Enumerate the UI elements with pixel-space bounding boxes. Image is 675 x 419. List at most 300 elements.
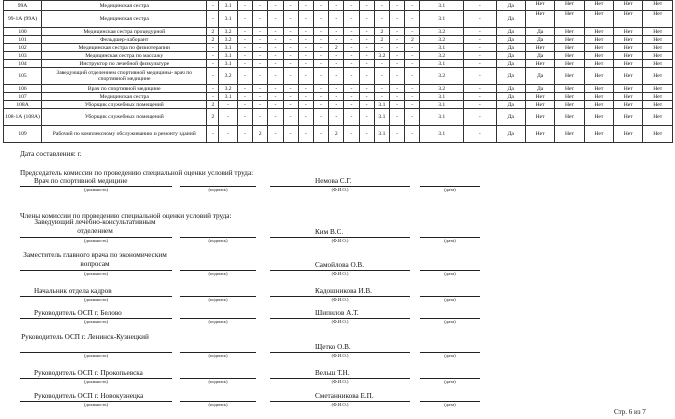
- signature-caption: (подпись): [208, 187, 228, 192]
- table-cell: Нет: [584, 85, 613, 93]
- fio-caption: (Ф.И.О.): [331, 271, 349, 276]
- table-cell: -: [344, 44, 359, 52]
- table-cell: Нет: [614, 60, 643, 68]
- table-cell: 2: [207, 101, 219, 109]
- table-cell: -: [374, 11, 389, 28]
- table-cell: 2: [329, 126, 344, 143]
- member-name: Щетко О.В.: [315, 343, 351, 351]
- table-cell: -: [283, 68, 298, 85]
- position-caption: (должность): [83, 297, 109, 302]
- table-cell: -: [268, 36, 283, 44]
- member-name: Кадошникова И.В.: [315, 287, 372, 295]
- table-cell: 3.2: [219, 36, 237, 44]
- table-cell: -: [344, 28, 359, 36]
- table-cell: -: [329, 101, 344, 109]
- table-cell: -: [344, 52, 359, 60]
- table-cell: Нет: [643, 60, 673, 68]
- table-cell: -: [405, 1, 420, 11]
- table-cell: 3.1: [219, 60, 237, 68]
- table-cell: -: [207, 1, 219, 11]
- table-cell: -: [268, 1, 283, 11]
- table-cell: -: [237, 126, 252, 143]
- table-cell: 2: [207, 36, 219, 44]
- table-cell: -: [374, 85, 389, 93]
- table-cell: 3.1: [374, 126, 389, 143]
- table-cell: Да: [496, 60, 525, 68]
- table-cell: -: [344, 93, 359, 101]
- table-cell: -: [298, 60, 313, 68]
- table-cell: Нет: [643, 93, 673, 101]
- table-cell: -: [313, 126, 328, 143]
- position-text: Заведующий лечебно-консультативным отделением: [34, 218, 156, 235]
- table-cell: -: [390, 44, 405, 52]
- table-cell: -: [390, 11, 405, 28]
- table-row: [4, 1, 673, 11]
- table-cell: 3.1: [420, 93, 464, 101]
- table-cell: -: [463, 60, 496, 68]
- table-cell: Да: [525, 28, 554, 36]
- table-cell: Нет: [525, 101, 554, 109]
- table-cell: -: [329, 68, 344, 85]
- table-cell: -: [283, 28, 298, 36]
- table-cell: Нет: [584, 101, 613, 109]
- date-caption: (дата): [444, 379, 456, 384]
- chairman-title: Председатель комиссии по проведению специальной оценки условий труда:: [20, 169, 254, 177]
- table-cell: -: [344, 36, 359, 44]
- table-cell: -: [405, 93, 420, 101]
- table-cell: -: [390, 85, 405, 93]
- signature-caption: (подпись): [208, 353, 228, 358]
- row-number-cell: 108А: [4, 101, 42, 109]
- member-name: Немова С.Г.: [315, 177, 352, 185]
- table-cell: -: [359, 85, 374, 93]
- date-value: г.: [77, 150, 82, 158]
- table-cell: -: [283, 60, 298, 68]
- table-cell: -: [374, 68, 389, 85]
- table-cell: 3.1: [420, 109, 464, 126]
- table-cell: -: [359, 109, 374, 126]
- table-cell: -: [359, 28, 374, 36]
- date-caption: (дата): [444, 319, 456, 324]
- row-number-cell: 106: [4, 85, 42, 93]
- table-cell: 3.2: [420, 36, 464, 44]
- table-cell: -: [329, 85, 344, 93]
- table-cell: Нет: [614, 36, 643, 44]
- table-row: [4, 101, 673, 109]
- table-cell: -: [344, 109, 359, 126]
- table-cell: Нет: [555, 36, 584, 44]
- table-cell: Нет: [525, 93, 554, 101]
- position-name-cell: Рабочий по комплексному обслуживанию и ремонту зданий: [42, 126, 207, 143]
- table-cell: -: [374, 1, 389, 11]
- table-cell: -: [405, 44, 420, 52]
- table-cell: Да: [525, 36, 554, 44]
- position-name-cell: Медицинская сестра процедурной: [42, 28, 207, 36]
- row-number-cell: 108-1А (108А): [4, 109, 42, 126]
- table-cell: Нет: [555, 109, 584, 126]
- table-cell: -: [219, 126, 237, 143]
- table-cell: Нет: [525, 44, 554, 52]
- table-cell: Нет: [584, 36, 613, 44]
- table-cell: -: [463, 109, 496, 126]
- table-cell: -: [237, 109, 252, 126]
- row-number-cell: 99-1А (99А): [4, 11, 42, 28]
- table-cell: Нет: [525, 109, 554, 126]
- table-cell: -: [253, 85, 268, 93]
- table-cell: Нет: [614, 126, 643, 143]
- table-cell: -: [313, 36, 328, 44]
- table-cell: -: [405, 85, 420, 93]
- table-cell: -: [237, 52, 252, 60]
- table-cell: -: [298, 11, 313, 28]
- table-cell: Нет: [525, 126, 554, 143]
- member-name: Вельш Т.Н.: [315, 369, 350, 377]
- member-name: Шипилов А.Т.: [315, 309, 359, 317]
- table-cell: -: [283, 109, 298, 126]
- table-cell: Нет: [584, 126, 613, 143]
- table-cell: 3.1: [420, 126, 464, 143]
- table-cell: Да: [496, 85, 525, 93]
- table-cell: Нет: [584, 68, 613, 85]
- table-cell: -: [298, 1, 313, 11]
- date-caption: (дата): [444, 187, 456, 192]
- table-cell: Нет: [584, 52, 613, 60]
- table-cell: -: [237, 60, 252, 68]
- table-cell: Нет: [614, 93, 643, 101]
- table-cell: Нет: [525, 11, 554, 28]
- table-cell: -: [268, 28, 283, 36]
- table-cell: Нет: [643, 68, 673, 85]
- table-cell: Да: [496, 93, 525, 101]
- table-cell: -: [405, 109, 420, 126]
- table-cell: Нет: [614, 1, 643, 11]
- table-cell: -: [237, 11, 252, 28]
- table-cell: -: [298, 68, 313, 85]
- table-cell: -: [359, 52, 374, 60]
- table-row: [4, 109, 673, 126]
- table-row: [4, 126, 673, 143]
- position-text: Заместитель главного врача по экономическим вопросам: [23, 251, 167, 268]
- date-caption: (дата): [444, 353, 456, 358]
- position-text: Руководитель ОСП г. Белово: [34, 309, 122, 317]
- table-row: [4, 85, 673, 93]
- table-cell: -: [313, 52, 328, 60]
- position-name-cell: Медицинская сестра по физиотерапии: [42, 44, 207, 52]
- position-name-cell: Уборщик служебных помещений: [42, 101, 207, 109]
- row-number-cell: 99А: [4, 1, 42, 11]
- table-cell: 3.1: [420, 11, 464, 28]
- table-cell: -: [405, 60, 420, 68]
- table-cell: Нет: [555, 101, 584, 109]
- table-row: [4, 44, 673, 52]
- table-cell: Да: [496, 44, 525, 52]
- table-row: [4, 93, 673, 101]
- table-cell: Нет: [614, 11, 643, 28]
- table-cell: -: [253, 93, 268, 101]
- table-cell: Нет: [614, 85, 643, 93]
- table-cell: Да: [496, 126, 525, 143]
- table-cell: -: [207, 85, 219, 93]
- table-cell: -: [405, 68, 420, 85]
- table-cell: -: [283, 11, 298, 28]
- table-cell: 2: [405, 36, 420, 44]
- table-row: [4, 60, 673, 68]
- table-cell: Нет: [555, 60, 584, 68]
- table-cell: Да: [496, 28, 525, 36]
- table-cell: Да: [496, 101, 525, 109]
- fio-caption: (Ф.И.О.): [331, 319, 349, 324]
- position-name-cell: Уборщик служебных помещений: [42, 109, 207, 126]
- table-cell: Нет: [643, 85, 673, 93]
- table-cell: -: [313, 101, 328, 109]
- table-cell: Нет: [643, 1, 673, 11]
- table-cell: -: [463, 126, 496, 143]
- table-cell: -: [390, 93, 405, 101]
- position-text: Руководитель ОСП г. Прокопьевска: [34, 369, 143, 377]
- table-cell: 3.1: [219, 44, 237, 52]
- table-cell: -: [268, 101, 283, 109]
- table-cell: -: [268, 85, 283, 93]
- table-cell: 2: [207, 109, 219, 126]
- table-cell: -: [374, 44, 389, 52]
- date-caption: (дата): [444, 402, 456, 407]
- table-cell: -: [237, 44, 252, 52]
- table-cell: Нет: [643, 44, 673, 52]
- position-caption: (должность): [83, 353, 109, 358]
- row-number-cell: 100: [4, 28, 42, 36]
- table-cell: Нет: [555, 52, 584, 60]
- table-cell: -: [390, 101, 405, 109]
- table-cell: Нет: [584, 44, 613, 52]
- table-cell: Нет: [643, 36, 673, 44]
- table-cell: -: [463, 68, 496, 85]
- table-cell: -: [207, 68, 219, 85]
- table-cell: Нет: [584, 11, 613, 28]
- table-cell: -: [283, 1, 298, 11]
- table-cell: 3.1: [420, 44, 464, 52]
- assessment-table: [3, 0, 673, 143]
- table-cell: 3.1: [219, 1, 237, 11]
- row-number-cell: 104: [4, 60, 42, 68]
- table-cell: Нет: [584, 28, 613, 36]
- table-cell: -: [405, 52, 420, 60]
- table-cell: Да: [525, 68, 554, 85]
- table-cell: -: [268, 126, 283, 143]
- position-name-cell: Заведующий отделением спортивной медицины- врач по спортивной медицине: [42, 68, 207, 85]
- position-caption: (должность): [83, 379, 109, 384]
- table-cell: -: [374, 93, 389, 101]
- table-cell: -: [268, 60, 283, 68]
- table-cell: Да: [496, 36, 525, 44]
- date-caption: (дата): [444, 271, 456, 276]
- table-cell: 3.2: [420, 68, 464, 85]
- position-name-cell: Врач по спортивной медицине: [42, 85, 207, 93]
- position-name-cell: Инструктор по лечебной физкультуре: [42, 60, 207, 68]
- table-cell: -: [313, 109, 328, 126]
- table-cell: -: [298, 101, 313, 109]
- table-cell: -: [329, 36, 344, 44]
- table-cell: 3.2: [420, 52, 464, 60]
- table-cell: -: [298, 109, 313, 126]
- position-caption: (должность): [83, 271, 109, 276]
- signature-caption: (подпись): [208, 402, 228, 407]
- table-cell: -: [253, 68, 268, 85]
- table-cell: -: [237, 36, 252, 44]
- table-cell: 3.2: [420, 85, 464, 93]
- signature-caption: (подпись): [208, 271, 228, 276]
- table-cell: -: [329, 11, 344, 28]
- table-cell: -: [207, 60, 219, 68]
- table-cell: Нет: [525, 1, 554, 11]
- position-caption: (должность): [83, 402, 109, 407]
- table-cell: -: [359, 11, 374, 28]
- table-cell: -: [313, 28, 328, 36]
- date-caption: (дата): [444, 238, 456, 243]
- fio-caption: (Ф.И.О.): [331, 402, 349, 407]
- table-cell: -: [463, 28, 496, 36]
- table-cell: Нет: [584, 109, 613, 126]
- table-cell: -: [283, 44, 298, 52]
- table-cell: Нет: [555, 85, 584, 93]
- table-cell: -: [344, 68, 359, 85]
- table-cell: -: [344, 60, 359, 68]
- position-name-cell: Медицинская сестра: [42, 11, 207, 28]
- fio-caption: (Ф.И.О.): [331, 238, 349, 243]
- row-number-cell: 105: [4, 68, 42, 85]
- fio-caption: (Ф.И.О.): [331, 187, 349, 192]
- table-cell: 3.1: [420, 101, 464, 109]
- date-caption: (дата): [444, 297, 456, 302]
- table-cell: -: [463, 11, 496, 28]
- table-cell: -: [237, 68, 252, 85]
- table-cell: Нет: [643, 28, 673, 36]
- position-text: Врач по спортивной медицине: [34, 177, 128, 185]
- table-cell: Нет: [614, 101, 643, 109]
- table-cell: -: [329, 109, 344, 126]
- table-cell: -: [390, 126, 405, 143]
- table-cell: -: [298, 28, 313, 36]
- table-cell: -: [237, 1, 252, 11]
- table-cell: Да: [525, 85, 554, 93]
- table-cell: -: [298, 85, 313, 93]
- table-cell: -: [313, 60, 328, 68]
- table-cell: Да: [496, 68, 525, 85]
- table-cell: -: [359, 126, 374, 143]
- row-number-cell: 109: [4, 126, 42, 143]
- signature-caption: (подпись): [208, 297, 228, 302]
- table-cell: -: [298, 126, 313, 143]
- table-cell: -: [329, 52, 344, 60]
- table-cell: -: [344, 126, 359, 143]
- table-cell: -: [313, 1, 328, 11]
- table-cell: -: [253, 1, 268, 11]
- position-name-cell: Медицинская сестра: [42, 1, 207, 11]
- table-cell: -: [253, 101, 268, 109]
- table-cell: -: [253, 36, 268, 44]
- table-cell: Нет: [643, 126, 673, 143]
- table-cell: -: [313, 11, 328, 28]
- row-number-cell: 102: [4, 44, 42, 52]
- table-cell: Нет: [614, 52, 643, 60]
- members-title: Члены комиссии по проведению специальной оценки условий труда:: [20, 212, 232, 220]
- table-row: [4, 68, 673, 85]
- table-cell: -: [283, 85, 298, 93]
- table-cell: -: [390, 60, 405, 68]
- table-cell: -: [329, 93, 344, 101]
- table-cell: 2: [253, 126, 268, 143]
- table-cell: Да: [496, 52, 525, 60]
- table-cell: -: [390, 68, 405, 85]
- table-cell: -: [268, 44, 283, 52]
- table-cell: -: [237, 93, 252, 101]
- table-cell: -: [359, 68, 374, 85]
- table-cell: -: [253, 60, 268, 68]
- member-name: Сметанникова Е.П.: [315, 392, 374, 400]
- position-caption: (должность): [83, 319, 109, 324]
- table-cell: -: [283, 93, 298, 101]
- table-cell: -: [463, 101, 496, 109]
- table-cell: -: [268, 109, 283, 126]
- date-line: [20, 150, 82, 159]
- table-cell: 3.1: [420, 60, 464, 68]
- table-cell: 3.2: [219, 85, 237, 93]
- position-name-cell: Фельдшер-лаборант: [42, 36, 207, 44]
- table-cell: 2: [374, 36, 389, 44]
- table-cell: -: [374, 60, 389, 68]
- table-cell: -: [463, 1, 496, 11]
- table-cell: -: [237, 85, 252, 93]
- table-cell: Нет: [555, 126, 584, 143]
- table-cell: 3.1: [374, 101, 389, 109]
- table-cell: -: [253, 28, 268, 36]
- signature-caption: (подпись): [208, 379, 228, 384]
- table-cell: -: [207, 11, 219, 28]
- fio-caption: (Ф.И.О.): [331, 297, 349, 302]
- table-cell: Да: [496, 109, 525, 126]
- table-cell: -: [298, 44, 313, 52]
- table-cell: Нет: [584, 1, 613, 11]
- table-cell: 3.1: [219, 52, 237, 60]
- table-cell: -: [268, 68, 283, 85]
- table-cell: Нет: [555, 28, 584, 36]
- table-cell: -: [359, 44, 374, 52]
- table-cell: -: [313, 44, 328, 52]
- position-text: Начальник отдела кадров: [34, 287, 112, 295]
- fio-caption: (Ф.И.О.): [331, 379, 349, 384]
- position-caption: (должность): [83, 187, 109, 192]
- table-cell: 3.2: [219, 28, 237, 36]
- position-caption: (должность): [83, 238, 109, 243]
- table-cell: Нет: [643, 109, 673, 126]
- table-cell: -: [390, 109, 405, 126]
- table-cell: Нет: [555, 68, 584, 85]
- table-cell: -: [405, 101, 420, 109]
- row-number-cell: 107: [4, 93, 42, 101]
- table-cell: -: [463, 85, 496, 93]
- table-cell: -: [298, 52, 313, 60]
- table-cell: -: [359, 93, 374, 101]
- date-label: Дата составления:: [20, 150, 76, 158]
- signature-caption: (подпись): [208, 238, 228, 243]
- table-cell: -: [405, 11, 420, 28]
- table-cell: -: [253, 11, 268, 28]
- table-cell: Нет: [614, 68, 643, 85]
- table-cell: Нет: [643, 52, 673, 60]
- table-cell: -: [207, 44, 219, 52]
- table-cell: Нет: [555, 93, 584, 101]
- table-cell: -: [207, 52, 219, 60]
- table-cell: -: [359, 1, 374, 11]
